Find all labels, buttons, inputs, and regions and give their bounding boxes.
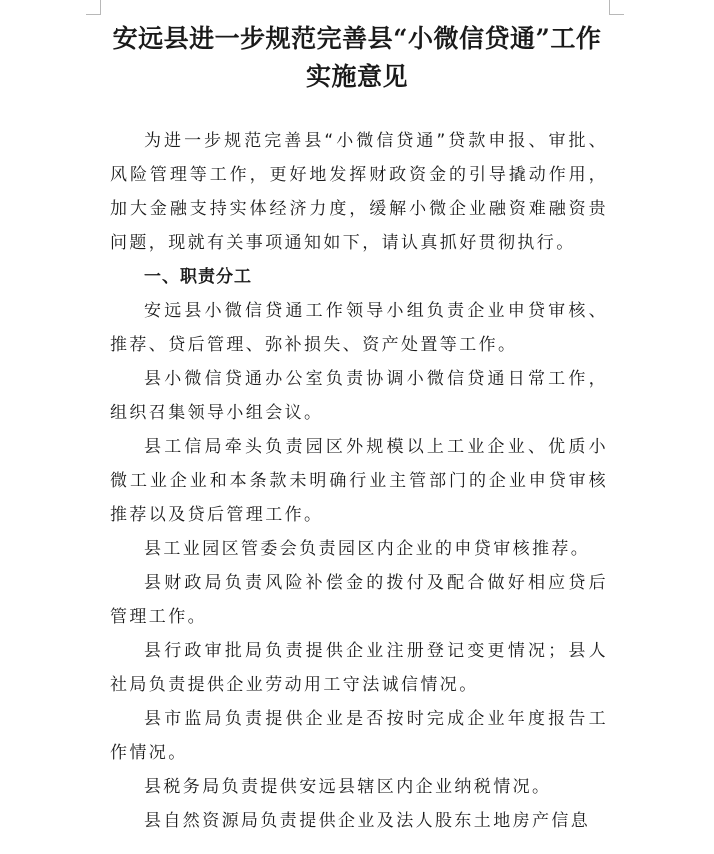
body-paragraph: 县税务局负责提供安远县辖区内企业纳税情况。	[144, 777, 552, 797]
body-paragraph: 县自然资源局负责提供企业及法人股东土地房产信息	[144, 811, 591, 831]
intro-paragraph: 为进一步规范完善县“小微信贷通”贷款申报、审批、风险管理等工作，更好地发挥财政资金的引导撬动作用，加大金融支持实体经济力度，缓解小微企业融资难融资贵问题，现就有关事项通知如下，请认真抓好贯彻执行。	[110, 131, 608, 253]
crop-mark-top-left	[86, 14, 101, 15]
body-paragraph: 县工信局牵头负责园区外规模以上工业企业、优质小微工业企业和本条款未明确行业主管部门的企业申贷审核推荐以及贷后管理工作。	[110, 437, 608, 525]
body-paragraph: 县小微信贷通办公室负责协调小微信贷通日常工作，组织召集领导小组会议。	[110, 369, 608, 423]
crop-mark-top-right	[609, 14, 624, 15]
document-body	[110, 124, 608, 838]
crop-mark-top-left	[100, 0, 101, 14]
section-heading: 一、职责分工	[144, 267, 252, 287]
body-paragraph: 县行政审批局负责提供企业注册登记变更情况；县人社局负责提供企业劳动用工守法诚信情况。	[110, 641, 608, 695]
body-paragraph: 县工业园区管委会负责园区内企业的申贷审核推荐。	[144, 539, 591, 559]
body-paragraph: 安远县小微信贷通工作领导小组负责企业申贷审核、推荐、贷后管理、弥补损失、资产处置等工作。	[110, 301, 608, 355]
body-paragraph: 县市监局负责提供企业是否按时完成企业年度报告工作情况。	[110, 709, 608, 763]
body-paragraph: 县财政局负责风险补偿金的拨付及配合做好相应贷后管理工作。	[110, 573, 608, 627]
crop-mark-top-right	[609, 0, 610, 14]
document-title: 安远县进一步规范完善县“小微信贷通”工作实施意见	[112, 24, 602, 91]
